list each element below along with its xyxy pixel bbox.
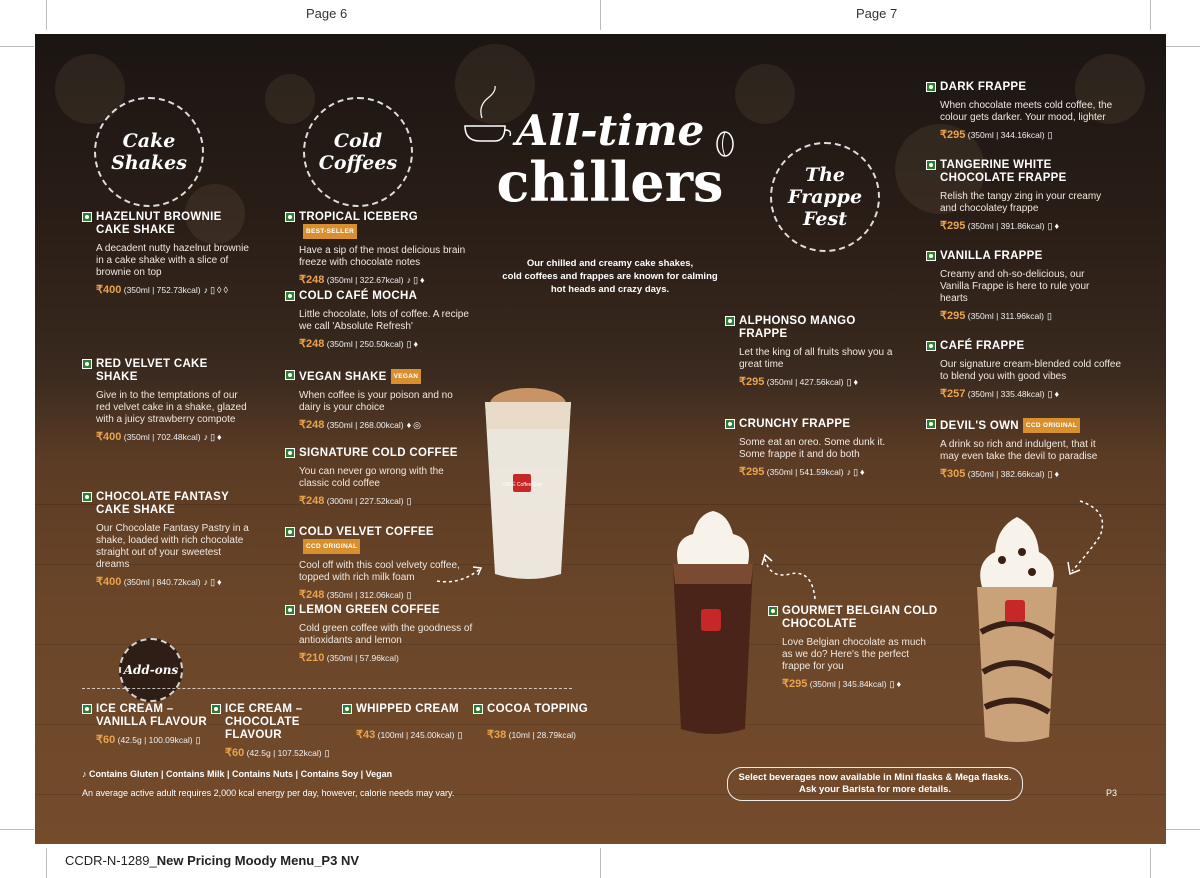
dotted-arrow-icon (1060, 496, 1120, 581)
veg-icon (285, 605, 295, 615)
ccd-original-badge: CCD ORIGINAL (303, 539, 360, 554)
item-description: You can never go wrong with the classic cold coffee (299, 466, 444, 489)
trim-mark (1166, 46, 1200, 47)
item-name: ALPHONSO MANGO FRAPPE (725, 315, 895, 341)
menu-item (926, 340, 1126, 400)
addon-item (211, 703, 351, 759)
item-name: LEMON GREEN COFFEE (285, 604, 475, 617)
menu-item (725, 315, 895, 388)
ccd-original-badge: CCD ORIGINAL (1023, 418, 1080, 433)
item-description: Cool off with this cool velvety coffee, topped with rich milk foam (299, 560, 460, 583)
page-number-left: Page 6 (306, 6, 348, 21)
veg-icon (926, 341, 936, 351)
item-price: ₹295 (350ml | 344.16kcal) ▯ (940, 129, 1055, 141)
item-description: Creamy and oh-so-delicious, our Vanilla Frappe is here to rule your hearts (940, 269, 1090, 304)
item-name: ICE CREAM – CHOCOLATE FLAVOUR (211, 703, 351, 742)
veg-icon (926, 82, 936, 92)
allergen-icons: ▯♦ (406, 339, 421, 349)
menu-item (768, 605, 938, 690)
allergen-icons: ▯ (1046, 311, 1054, 321)
allergen-icons: ♦◎ (406, 420, 424, 430)
belgian-chocolate-glass-image (663, 509, 763, 739)
item-name: SIGNATURE COLD COFFEE (285, 447, 475, 460)
item-description: Relish the tangy zing in your creamy and chocolatey frappe (940, 191, 1102, 214)
item-name: CAFÉ FRAPPE (926, 340, 1126, 353)
item-name: TANGERINE WHITE CHOCOLATE FRAPPE (926, 159, 1116, 185)
item-price: ₹400 (350ml | 840.72kcal) ♪▯♦ (96, 576, 224, 588)
veg-icon (725, 419, 735, 429)
item-price: ₹305 (350ml | 382.66kcal) ▯♦ (940, 468, 1062, 480)
veg-icon (285, 291, 295, 301)
allergen-icons: ▯ (406, 496, 414, 506)
item-name: HAZELNUT BROWNIE CAKE SHAKE (82, 211, 252, 237)
item-name: CRUNCHY FRAPPE (725, 418, 895, 431)
veg-icon (473, 704, 483, 714)
addon-item (342, 703, 472, 741)
allergen-icons: ▯♦ (846, 377, 861, 387)
bokeh-light (265, 74, 315, 124)
veg-icon (725, 316, 735, 326)
menu-item (285, 369, 475, 431)
item-description: When chocolate meets cold coffee, the colour gets darker. Your mood, lighter (940, 100, 1113, 123)
item-price: ₹400 (350ml | 752.73kcal) ♪▯◊◊ (96, 284, 230, 296)
allergen-icons: ♪▯♦ (846, 467, 867, 477)
bokeh-light (735, 64, 795, 124)
headline-line1: All-time (515, 106, 705, 155)
veg-icon (342, 704, 352, 714)
item-price: ₹295 (350ml | 391.86kcal) ▯♦ (940, 220, 1062, 232)
veg-icon (926, 160, 936, 170)
allergen-icons: ▯♦ (1047, 221, 1062, 231)
intro-text: Our chilled and creamy cake shakes, cold coffees and frappes are known for calming hot heads and crazy days. (502, 258, 718, 295)
allergen-icons: ▯ (406, 590, 414, 600)
item-name: DEVIL'S OWN CCD ORIGINAL (926, 418, 1116, 433)
item-description: Give in to the temptations of our red velvet cake in a shake, glazed with a juicy strawberry compote (96, 390, 247, 425)
allergen-icons: ▯♦ (1047, 469, 1062, 479)
item-name: VANILLA FRAPPE (926, 250, 1116, 263)
allergen-icons: ♪▯♦ (406, 275, 427, 285)
allergen-icons: ♪▯◊◊ (203, 285, 230, 295)
allergen-icons: ▯ (324, 748, 332, 758)
item-price: ₹257 (350ml | 335.48kcal) ▯♦ (940, 388, 1062, 400)
item-description: Our signature cream-blended cold coffee to blend you with good vibes (940, 359, 1122, 382)
item-price: ₹248 (350ml | 250.50kcal) ▯♦ (299, 338, 421, 350)
item-price: ₹295 (350ml | 311.96kcal) ▯ (940, 310, 1054, 322)
veg-icon (211, 704, 221, 714)
item-price: ₹295 (350ml | 427.56kcal) ▯♦ (739, 376, 861, 388)
veg-icon (82, 704, 92, 714)
menu-item (82, 211, 252, 296)
item-price: ₹43 (100ml | 245.00kcal) ▯ (356, 729, 465, 741)
item-price: ₹60 (42.5g | 107.52kcal) ▯ (225, 747, 332, 759)
trim-mark (600, 848, 601, 878)
menu-item (926, 81, 1126, 141)
item-price: ₹210 (350ml | 57.96kcal) (299, 652, 399, 664)
trim-mark (1166, 829, 1200, 830)
cold-coffee-glass-image (473, 374, 583, 584)
vegan-badge: VEGAN (391, 369, 422, 384)
item-description: Some eat an oreo. Some dunk it. Some frappe it and do both (739, 437, 886, 460)
item-description: Have a sip of the most delicious brain freeze with chocolate notes (299, 245, 466, 268)
flask-notice: Select beverages now available in Mini flasks & Mega flasks. Ask your Barista for more details. (727, 767, 1023, 801)
item-name: DARK FRAPPE (926, 81, 1126, 94)
trim-mark (1150, 848, 1151, 878)
allergen-icons: ♪▯♦ (203, 432, 224, 442)
divider (82, 688, 572, 689)
calorie-note: An average active adult requires 2,000 kcal energy per day, however, calorie needs may vary. (82, 788, 455, 798)
devils-own-frappe-glass-image (967, 512, 1067, 747)
allergen-icons: ▯ (457, 730, 465, 740)
veg-icon (285, 527, 295, 537)
allergen-icons: ▯♦ (889, 679, 904, 689)
item-name: TROPICAL ICEBERGBEST-SELLER (285, 211, 475, 239)
menu-item (926, 418, 1116, 480)
section-title-frappe-fest: The Frappe Fest (770, 142, 880, 252)
allergen-legend: ♪ Contains Gluten | Contains Milk | Contains Nuts | Contains Soy | Vegan (82, 769, 393, 779)
menu-spread (35, 34, 1166, 844)
trim-mark (600, 0, 601, 30)
item-name: GOURMET BELGIAN COLD CHOCOLATE (768, 605, 938, 631)
trim-mark (46, 0, 47, 30)
gluten-icon: ♪ (82, 769, 90, 779)
bestseller-badge: BEST-SELLER (303, 224, 357, 239)
addon-item (82, 703, 212, 746)
headline-line2: chillers (496, 150, 724, 214)
item-name: WHIPPED CREAM (342, 703, 472, 716)
trim-mark (1150, 0, 1151, 30)
menu-item (285, 447, 475, 507)
item-price: ₹248 (350ml | 322.67kcal) ♪▯♦ (299, 274, 427, 286)
menu-item (926, 159, 1116, 232)
allergen-icons: ▯ (195, 735, 203, 745)
page-code: P3 (1106, 788, 1118, 798)
menu-item (725, 418, 895, 478)
item-description: Cold green coffee with the goodness of antioxidants and lemon (299, 623, 473, 646)
item-price: ₹295 (350ml | 345.84kcal) ▯♦ (782, 678, 904, 690)
page-number-right: Page 7 (856, 6, 898, 21)
allergen-icons: ♪▯♦ (203, 577, 224, 587)
menu-item (285, 211, 475, 286)
veg-icon (926, 419, 936, 429)
item-price: ₹400 (350ml | 702.48kcal) ♪▯♦ (96, 431, 224, 443)
item-name: CHOCOLATE FANTASY CAKE SHAKE (82, 491, 252, 517)
menu-item (285, 290, 475, 350)
item-description: A decadent nutty hazelnut brownie in a cake shake with a slice of brownie on top (96, 243, 249, 278)
menu-item (285, 604, 475, 664)
menu-item (82, 491, 252, 588)
item-name: VEGAN SHAKE VEGAN (285, 369, 475, 384)
file-label: CCDR-N-1289_New Pricing Moody Menu_P3 NV (65, 853, 360, 868)
menu-item (926, 250, 1116, 322)
veg-icon (285, 448, 295, 458)
item-name: COCOA TOPPING (473, 703, 603, 716)
addon-item (473, 703, 603, 741)
dotted-arrow-icon (435, 559, 485, 589)
veg-icon (82, 359, 92, 369)
allergen-icons: ▯ (1047, 130, 1055, 140)
section-title-addons: Add-ons (119, 638, 183, 702)
item-price: ₹248 (350ml | 312.06kcal) ▯ (299, 589, 414, 601)
section-title-cold-coffees: Cold Coffees (303, 97, 413, 207)
item-price: ₹60 (42.5g | 100.09kcal) ▯ (96, 734, 203, 746)
veg-icon (285, 212, 295, 222)
trim-mark (0, 46, 34, 47)
dotted-arrow-icon (760, 549, 820, 609)
veg-icon (82, 492, 92, 502)
cup-logo: CAFÉ Coffee Day (502, 482, 542, 488)
item-name: COLD CAFÉ MOCHA (285, 290, 475, 303)
veg-icon (285, 370, 295, 380)
headline (480, 106, 740, 214)
trim-mark (0, 829, 34, 830)
trim-mark (46, 848, 47, 878)
item-description: Little chocolate, lots of coffee. A recipe we call 'Absolute Refresh' (299, 309, 469, 332)
item-price: ₹248 (350ml | 268.00kcal) ♦◎ (299, 419, 424, 431)
allergen-icons: ▯♦ (1047, 389, 1062, 399)
coffee-bean-icon (705, 124, 745, 184)
item-price: ₹38 (10ml | 28.79kcal) (487, 729, 577, 741)
item-name: COLD VELVET COFFEECCD ORIGINAL (285, 526, 475, 554)
item-price: ₹248 (300ml | 227.52kcal) ▯ (299, 495, 414, 507)
item-description: Love Belgian chocolate as much as we do? Here's the perfect frappe for you (782, 637, 926, 672)
item-description: Let the king of all fruits show you a great time (739, 347, 893, 370)
veg-icon (82, 212, 92, 222)
item-description: Our Chocolate Fantasy Pastry in a shake, loaded with rich chocolate straight out of your sweetest dreams (96, 523, 249, 570)
item-description: A drink so rich and indulgent, that it may even take the devil to paradise (940, 439, 1098, 462)
menu-item (82, 358, 252, 443)
item-name: RED VELVET CAKE SHAKE (82, 358, 252, 384)
veg-icon (926, 251, 936, 261)
item-description: When coffee is your poison and no dairy is your choice (299, 390, 453, 413)
section-title-cake-shakes: Cake Shakes (94, 97, 204, 207)
item-price: ₹295 (350ml | 541.59kcal) ♪▯♦ (739, 466, 867, 478)
item-name: ICE CREAM – VANILLA FLAVOUR (82, 703, 212, 729)
